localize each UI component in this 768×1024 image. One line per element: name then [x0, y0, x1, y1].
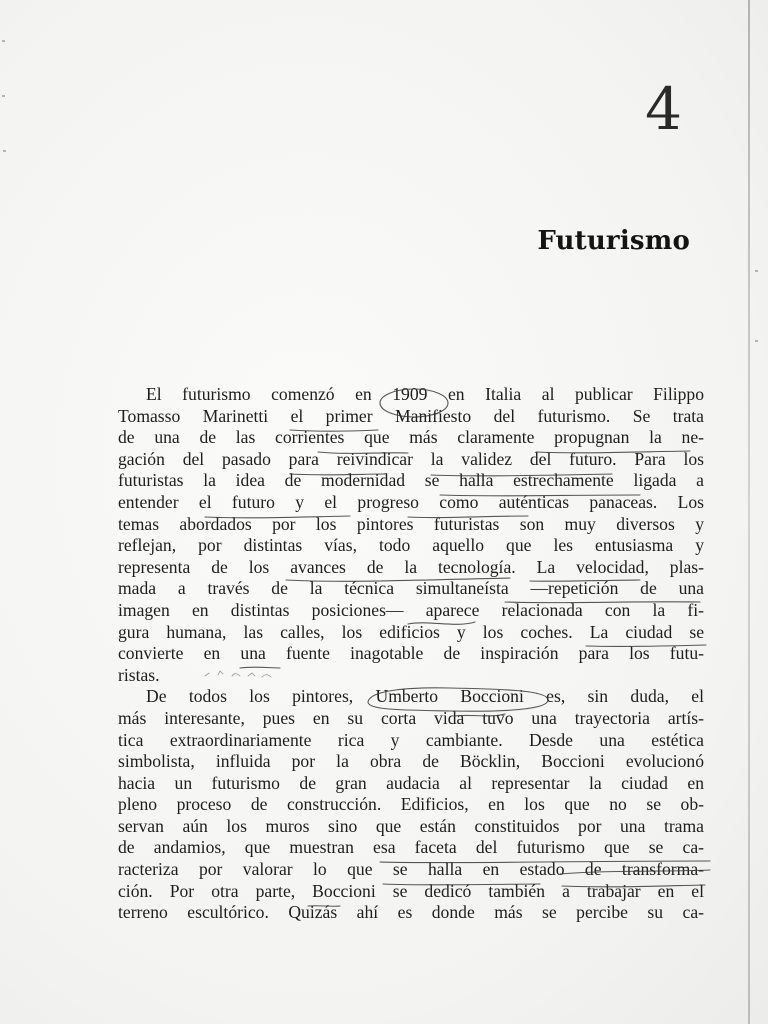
text-line: de una de las corrientes que más claramente propugnan la ne- — [118, 427, 704, 448]
chapter-number: 4 — [645, 75, 682, 143]
text-line: gación del pasado para reivindicar la validez del futuro. Para los — [118, 448, 704, 469]
text-line: gura humana, las calles, los edificios y los coches. La ciudad se — [118, 621, 704, 642]
text-line: De todos los pintores, Umberto Boccioni es, sin duda, el — [146, 686, 704, 707]
text-line: entender el futuro y el progreso como auténticas panaceas. Los — [118, 491, 704, 512]
text-line: terreno escultórico. Quizás ahí es donde más se percibe su ca- — [118, 902, 704, 923]
text-line: convierte en una fuente inagotable de inspiración para los futu- — [118, 643, 704, 664]
text-line: tica extraordinariamente rica y cambiante. Desde una estética — [118, 729, 704, 750]
text-line: representa de los avances de la tecnología. La velocidad, plas- — [118, 556, 704, 577]
text-line: más interesante, pues en su corta vida tuvo una trayectoria artís- — [118, 707, 704, 728]
text-line: simbolista, influida por la obra de Böcklin, Boccioni evolucionó — [118, 751, 704, 772]
text-line: servan aún los muros sino que están constituidos por una trama — [118, 815, 704, 836]
body-text — [118, 384, 704, 924]
text-line: pleno proceso de construcción. Edificios, en los que no se ob- — [118, 794, 704, 815]
text-line: ristas. — [118, 664, 160, 685]
text-line: hacia un futurismo de gran audacia al representar la ciudad en — [118, 772, 704, 793]
text-line: de andamios, que muestran esa faceta del futurismo que se ca- — [118, 837, 704, 858]
text-line: mada a través de la técnica simultaneísta —repetición de una — [118, 578, 704, 599]
text-line: temas abordados por los pintores futuristas son muy diversos y — [118, 513, 704, 534]
text-line: futuristas la idea de modernidad se halla estrechamente ligada a — [118, 470, 704, 491]
paragraph-2 — [118, 686, 704, 924]
text-line: El futurismo comenzó en 1909 en Italia al publicar Filippo — [146, 384, 704, 404]
text-line: ción. Por otra parte, Boccioni se dedicó también a trabajar en el — [118, 880, 704, 901]
page-edge-line — [748, 0, 750, 1024]
text-line: Tomasso Marinetti el primer Manifiesto del futurismo. Se trata — [118, 405, 704, 426]
text-line: racteriza por valorar lo que se halla en estado de transforma- — [118, 859, 704, 880]
paragraph-1 — [118, 384, 704, 686]
text-line: reflejan, por distintas vías, todo aquello que les entusiasma y — [118, 535, 704, 556]
chapter-title: Futurismo — [537, 226, 690, 256]
text-line: imagen en distintas posiciones— aparece relacionada con la fi- — [118, 599, 704, 620]
